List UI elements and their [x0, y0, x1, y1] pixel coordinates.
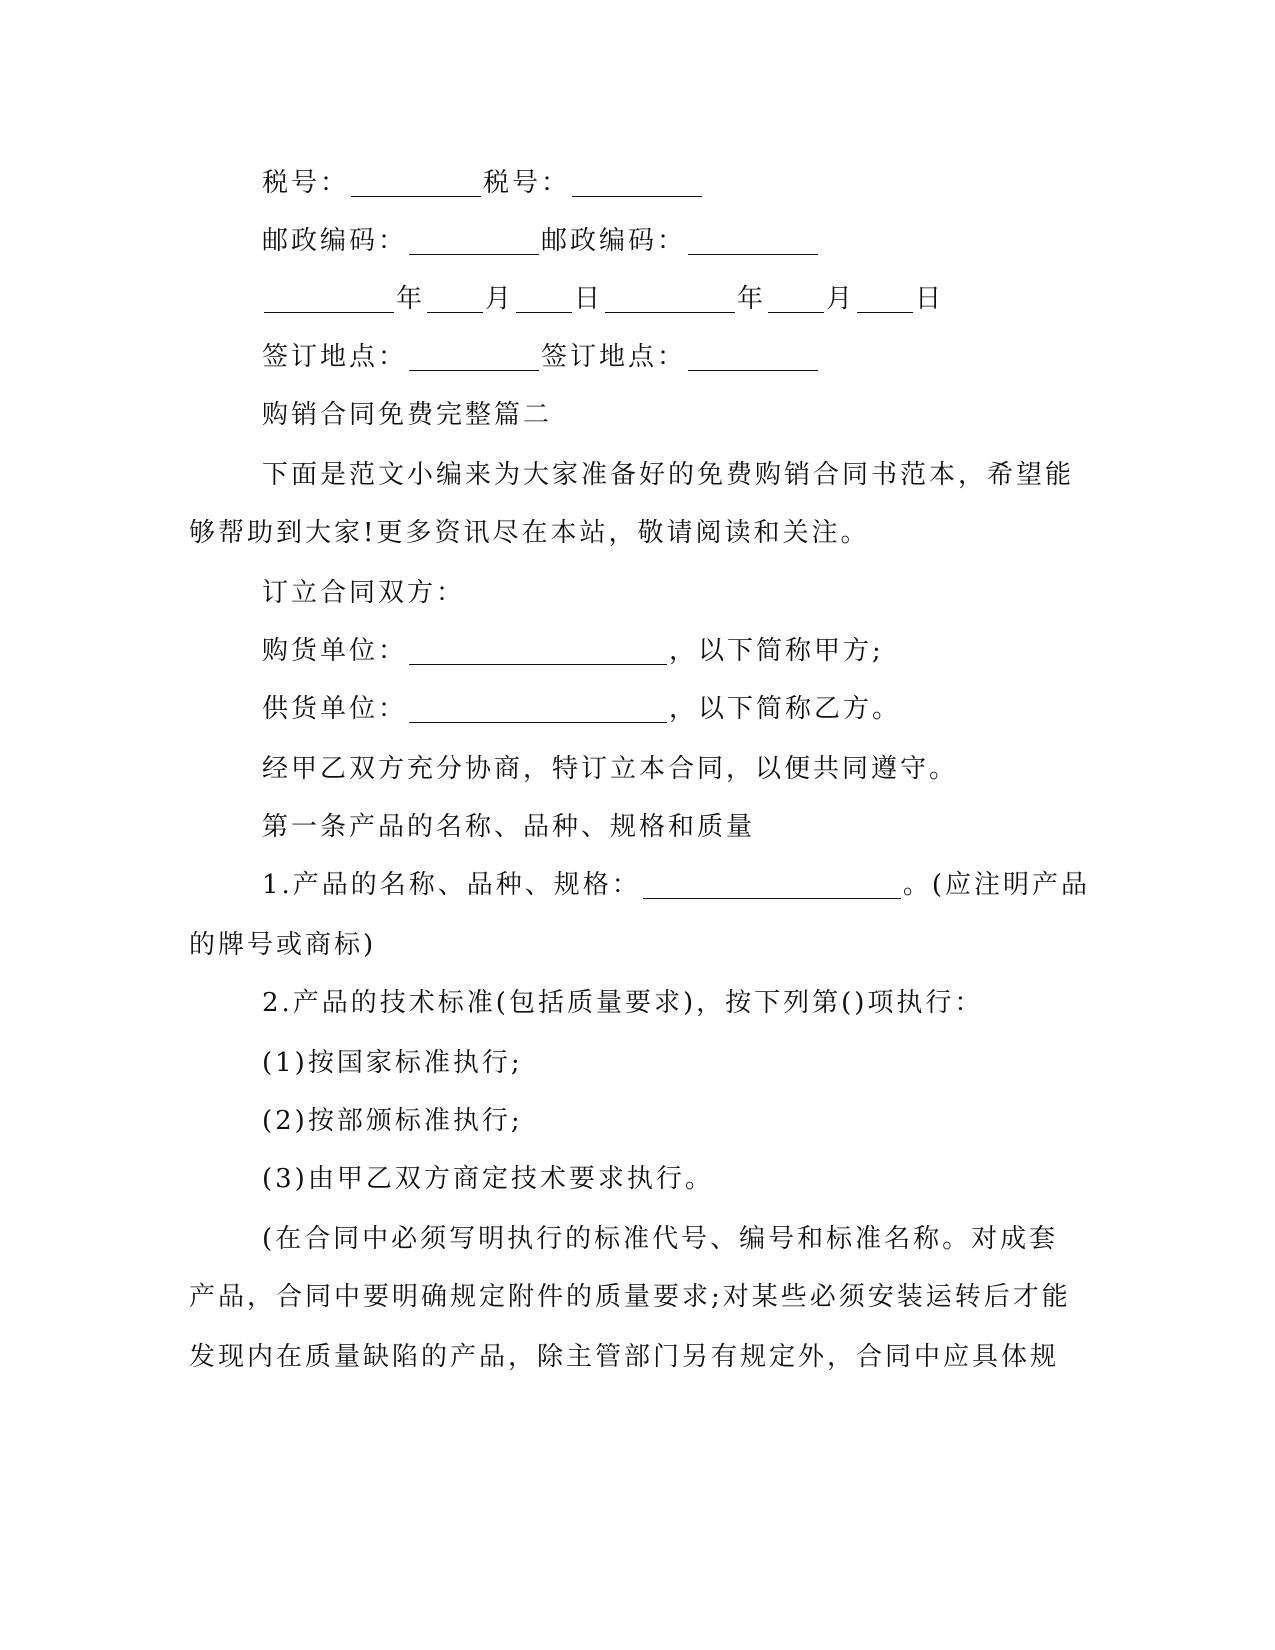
day-label-1: 日 [574, 284, 604, 314]
note-line-2: 产品，合同中要明确规定附件的质量要求;对某些必须安装运转后才能 [189, 1282, 1071, 1312]
item-one-line-2: 的牌号或商标) [189, 930, 377, 960]
buyer-line [0, 634, 1275, 668]
item-one-suffix: 。(应注明产品 [902, 870, 1090, 900]
item-one-label: 1.产品的名称、品种、规格： [262, 870, 641, 900]
buyer-suffix: ，以下简称甲方; [669, 636, 884, 666]
month-label-2: 月 [826, 284, 856, 314]
buyer-label: 购货单位： [262, 636, 408, 666]
intro-line-2: 够帮助到大家!更多资讯尽在本站，敬请阅读和关注。 [189, 518, 870, 548]
option-one: (1)按国家标准执行; [262, 1048, 523, 1078]
tax-label-1: 税号： [262, 168, 350, 198]
item-two-line: 2.产品的技术标准(包括质量要求)，按下列第()项执行： [262, 988, 984, 1018]
signing-place-line [0, 340, 1275, 374]
note-line-3: 发现内在质量缺陷的产品，除主管部门另有规定外，合同中应具体规 [189, 1342, 1060, 1372]
year-label-1: 年 [396, 284, 426, 314]
intro-line-1: 下面是范文小编来为大家准备好的免费购销合同书范本，希望能 [262, 460, 1075, 490]
seller-label: 供货单位： [262, 694, 408, 724]
sign-place-label-2: 签订地点： [541, 342, 687, 372]
agreement-text: 经甲乙双方充分协商，特订立本合同，以便共同遵守。 [262, 754, 959, 784]
day-blank-2 [857, 286, 913, 313]
contract-parties: 订立合同双方： [262, 578, 466, 608]
item-one-line [0, 868, 1275, 902]
tax-number-line [0, 166, 1275, 200]
day-label-2: 日 [915, 284, 945, 314]
postal-blank-1 [409, 228, 539, 255]
option-two: (2)按部颁标准执行; [262, 1106, 523, 1136]
tax-blank-1 [351, 170, 481, 197]
seller-line [0, 692, 1275, 726]
option-three: (3)由甲乙双方商定技术要求执行。 [262, 1164, 714, 1194]
sign-place-label-1: 签订地点： [262, 342, 408, 372]
item-one-blank [643, 872, 901, 899]
postal-code-line [0, 224, 1275, 258]
sign-place-blank-2 [688, 344, 818, 371]
tax-blank-2 [572, 170, 702, 197]
postal-label-2: 邮政编码： [541, 226, 687, 256]
month-blank-2 [768, 286, 824, 313]
postal-blank-2 [688, 228, 818, 255]
year-label-2: 年 [737, 284, 767, 314]
article-one-title: 第一条产品的名称、品种、规格和质量 [262, 812, 756, 842]
tax-label-2: 税号： [483, 168, 571, 198]
seller-suffix: ，以下简称乙方。 [669, 694, 902, 724]
note-line-1: (在合同中必须写明执行的标准代号、编号和标准名称。对成套 [262, 1224, 1059, 1254]
buyer-blank [409, 638, 667, 665]
month-label-1: 月 [485, 284, 515, 314]
postal-label-1: 邮政编码： [262, 226, 408, 256]
date-line [0, 282, 1275, 316]
section-heading: 购销合同免费完整篇二 [262, 400, 553, 430]
day-blank-1 [516, 286, 572, 313]
seller-blank [409, 696, 667, 723]
year-blank-2 [605, 286, 735, 313]
sign-place-blank-1 [409, 344, 539, 371]
month-blank-1 [427, 286, 483, 313]
year-blank-1 [264, 286, 394, 313]
